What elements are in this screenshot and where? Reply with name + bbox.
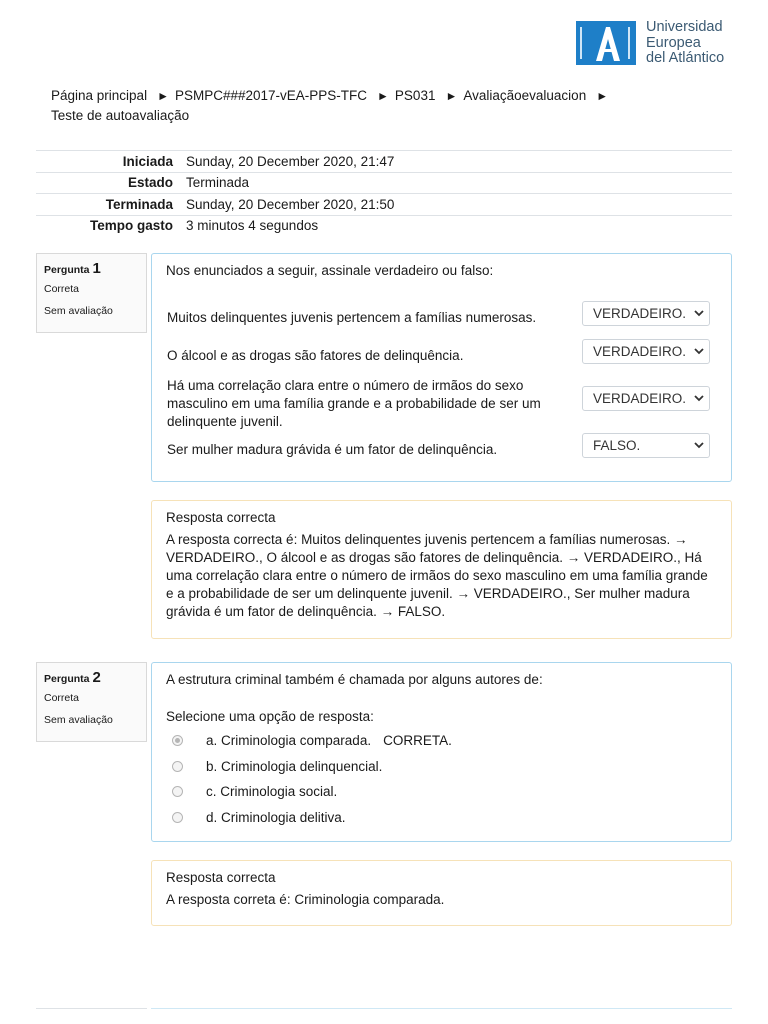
option-label: b. Criminologia delinquencial.: [206, 759, 383, 774]
summary-row-finished: [36, 194, 732, 216]
logo-line-2: Europea: [646, 34, 701, 51]
university-logo-text: [646, 20, 724, 67]
match-select[interactable]: [582, 386, 710, 411]
breadcrumb-separator-icon: ►: [377, 89, 389, 103]
radio-button[interactable]: [172, 735, 183, 746]
option-label: d. Criminologia delitiva.: [206, 810, 346, 825]
question-label: Pergunta: [44, 264, 90, 276]
match-select-value: VERDADEIRO.: [593, 344, 687, 359]
logo-line-3: del Atlántico: [646, 50, 725, 66]
summary-label: Tempo gasto: [89, 218, 173, 234]
summary-row-state: [36, 173, 732, 195]
option-label: c. Criminologia social.: [206, 784, 338, 799]
answer-option-d[interactable]: [172, 810, 346, 825]
question-number: 2: [92, 669, 101, 686]
feedback-heading: Resposta correcta: [166, 510, 276, 525]
feedback-heading: Resposta correcta: [166, 870, 276, 885]
breadcrumb-section-link[interactable]: PS031: [394, 88, 436, 103]
question-number: 1: [92, 260, 101, 277]
breadcrumb: [51, 86, 671, 125]
match-row: [167, 338, 717, 366]
chevron-down-icon: [693, 439, 705, 451]
feedback-text: A resposta correcta é: Muitos delinquentes juvenis pertencem a famílias numerosas. → VERDADEIRO., O álcool e as drogas são fatores de delinquência. → VERDADEIRO., Há uma correlação clara entre o número de irmãos do sexo masculino em uma família grande e a probabilidade de ser um delinquente juvenil. → VERDADEIRO., Ser mulher madura grávida é um fator de delinquência. → FALSO.: [166, 532, 708, 619]
summary-row-started: [36, 151, 732, 173]
radio-button[interactable]: [172, 761, 183, 772]
question-1-info: [36, 253, 147, 333]
answer-option-a[interactable]: [172, 733, 452, 748]
question-state: Correta: [44, 283, 80, 295]
match-statement: Ser mulher madura grávida é um fator de delinquência.: [167, 442, 498, 457]
breadcrumb-separator-icon: ►: [157, 89, 169, 103]
match-select[interactable]: [582, 339, 710, 364]
question-1-content: [151, 253, 732, 482]
match-row: [167, 433, 717, 461]
summary-row-time-taken: [36, 216, 732, 237]
breadcrumb-separator-icon: ►: [596, 89, 609, 103]
feedback-text: A resposta correta é: Criminologia comparada.: [166, 892, 445, 907]
match-statement: Há uma correlação clara entre o número de irmãos do sexo masculino em uma família grande e a probabilidade de ser um delinquente juvenil.: [167, 378, 541, 429]
match-select[interactable]: [582, 301, 710, 326]
radio-button[interactable]: [172, 812, 183, 823]
match-row: [167, 376, 717, 432]
answer-option-b[interactable]: [172, 759, 382, 774]
summary-value: Terminada: [186, 175, 250, 191]
breadcrumb-course-link[interactable]: PSMPC###2017-vEA-PPS-TFC: [174, 88, 368, 103]
summary-label: Terminada: [105, 196, 173, 212]
breadcrumb-quiz-link[interactable]: Teste de autoavaliação: [51, 108, 190, 123]
logo-line-1: Universidad: [646, 19, 723, 35]
chevron-down-icon: [693, 392, 705, 404]
match-statement: Muitos delinquentes juvenis pertencem a famílias numerosas.: [167, 310, 537, 325]
question-2-info: [36, 662, 147, 742]
question-1-feedback: [151, 500, 732, 639]
correct-indicator: CORRETA.: [383, 733, 452, 748]
university-logo-icon: [576, 21, 636, 65]
question-2-content: [151, 662, 732, 842]
radio-button[interactable]: [172, 786, 183, 797]
summary-label: Estado: [127, 175, 173, 191]
breadcrumb-separator-icon: ►: [445, 89, 458, 103]
question-text: A estrutura criminal também é chamada por alguns autores de:: [166, 672, 543, 687]
summary-label: Iniciada: [122, 153, 173, 169]
match-select[interactable]: [582, 433, 710, 458]
question-3-content-edge: [151, 1008, 732, 1009]
option-label: a. Criminologia comparada.: [206, 733, 372, 748]
question-state: Correta: [44, 692, 80, 704]
match-select-value: VERDADEIRO.: [593, 306, 687, 321]
question-label: Pergunta: [44, 673, 90, 685]
chevron-down-icon: [693, 307, 705, 319]
summary-value: Sunday, 20 December 2020, 21:47: [186, 153, 395, 169]
question-3-info-edge: [36, 1008, 147, 1009]
answer-option-c[interactable]: [172, 784, 337, 799]
summary-value: 3 minutos 4 segundos: [186, 218, 319, 234]
match-row: [167, 300, 717, 328]
match-statement: O álcool e as drogas são fatores de delinquência.: [167, 348, 464, 363]
university-logo[interactable]: [576, 20, 724, 67]
breadcrumb-assessment-link[interactable]: Avaliaçãoevaluacion: [463, 88, 587, 103]
answer-prompt: Selecione uma opção de resposta:: [166, 709, 374, 724]
question-grade: Sem avaliação: [44, 714, 113, 726]
match-select-value: FALSO.: [593, 438, 641, 453]
match-select-value: VERDADEIRO.: [593, 391, 687, 406]
question-grade: Sem avaliação: [44, 305, 113, 317]
question-text: Nos enunciados a seguir, assinale verdadeiro ou falso:: [166, 263, 494, 278]
breadcrumb-home-link[interactable]: Página principal: [51, 88, 148, 103]
question-2-feedback: [151, 860, 732, 926]
attempt-summary-table: [36, 150, 732, 236]
summary-value: Sunday, 20 December 2020, 21:50: [186, 196, 395, 212]
chevron-down-icon: [693, 345, 705, 357]
